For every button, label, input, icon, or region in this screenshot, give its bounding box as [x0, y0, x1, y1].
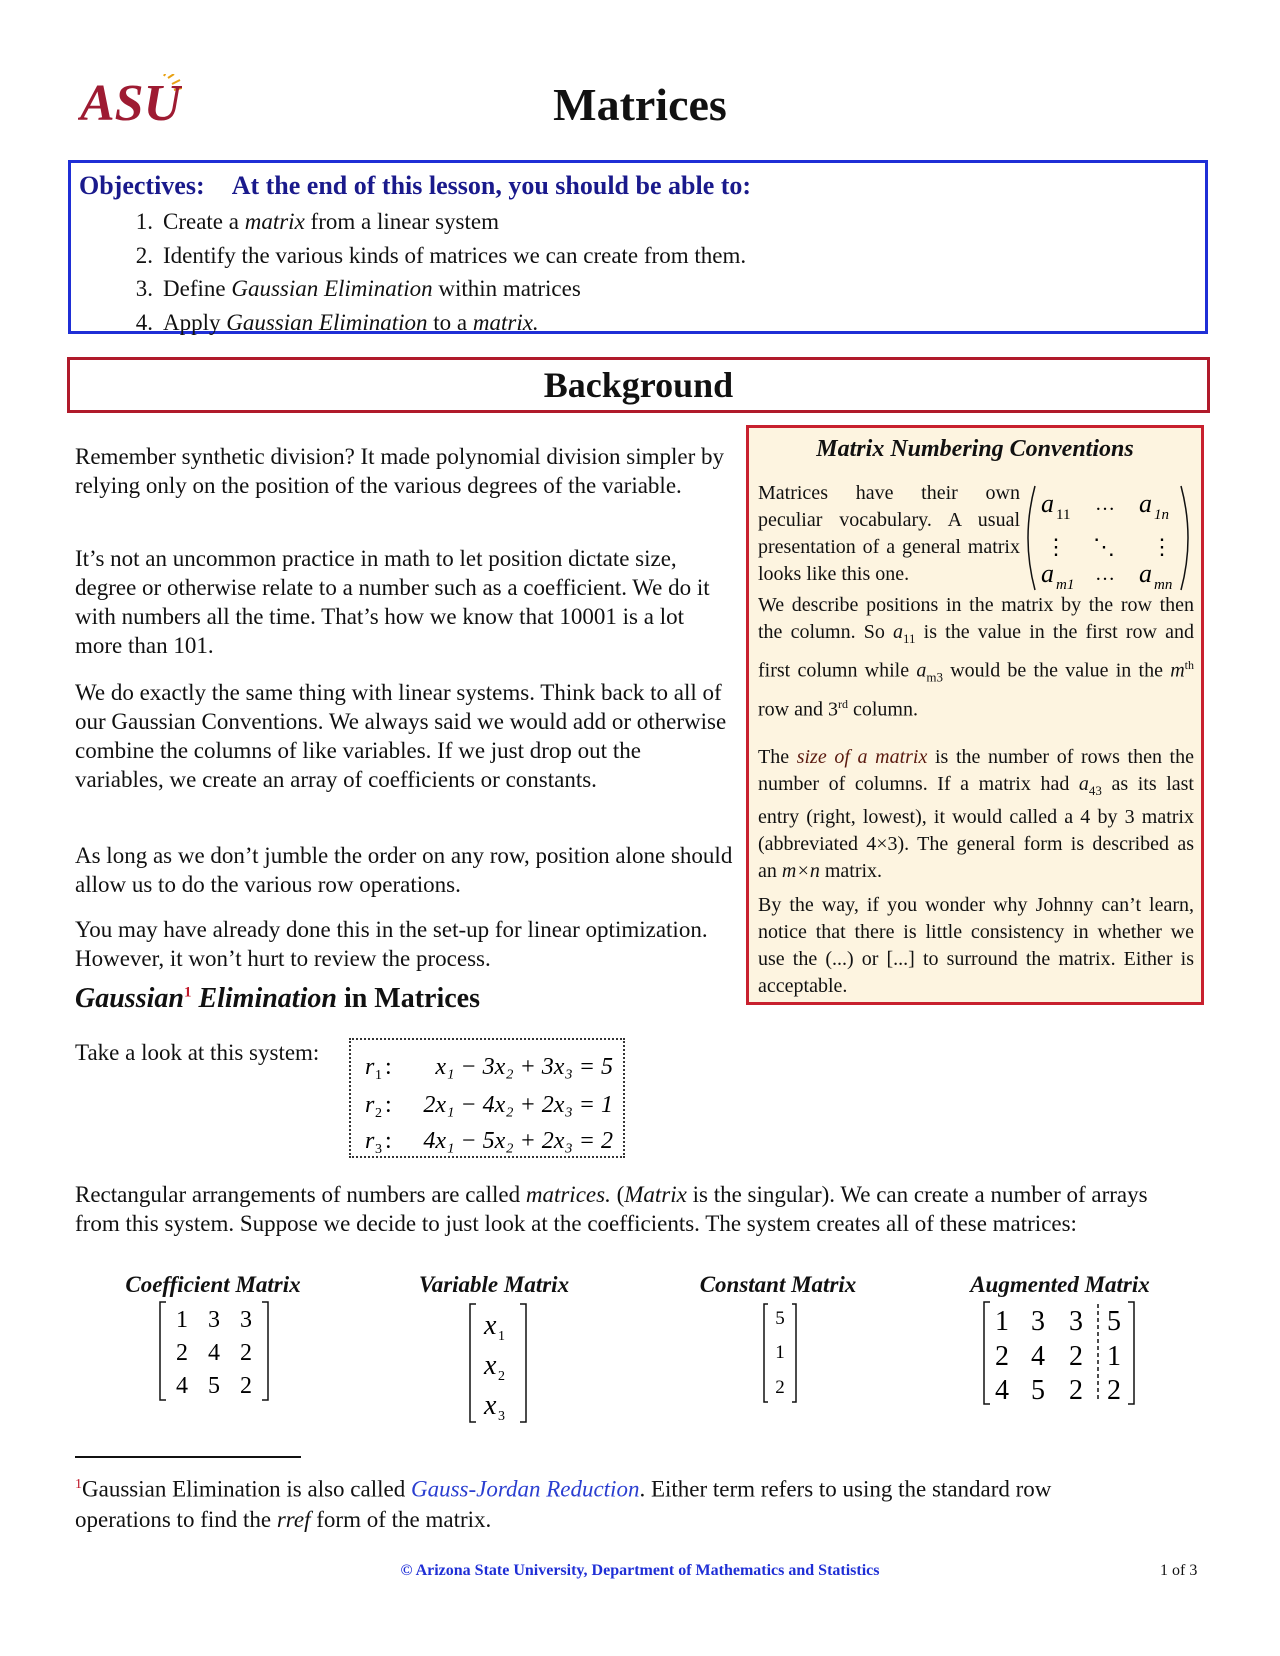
svg-text:r: r	[365, 1092, 375, 1118]
background-paragraph: It’s not an uncommon practice in math to let position dictate size, degree or otherwise relate to a number such as a coefficient. We do it with numbers all the time. That’s how we know that 10001 is a lot more than 101.	[75, 546, 710, 658]
svg-text:m1: m1	[1056, 577, 1075, 593]
linear-system	[351, 1040, 623, 1156]
objective-item: 4. Apply Gaussian Elimination to a matrix.	[135, 309, 539, 335]
svg-text:1: 1	[995, 1306, 1009, 1337]
svg-text:3: 3	[498, 1409, 505, 1424]
svg-text:⋱: ⋱	[1093, 534, 1115, 559]
sidebar-intro: Matrices have their own peculiar vocabulary. A usual presentation of a general matrix looks like this one.	[758, 482, 1020, 585]
constant-matrix-label: Constant Matrix	[699, 1272, 857, 1297]
augmented-matrix	[982, 1300, 1138, 1408]
svg-text:2: 2	[375, 1106, 382, 1121]
rectangular-paragraph: Rectangular arrangements of numbers are called matrices. (Matrix is the singular). We can create a number of arrays from this system. Suppose we decide to just look at the coefficients. The system creates all of these matrices:	[75, 1182, 1148, 1236]
objective-item: 3. Define Gaussian Elimination within matrices	[135, 276, 581, 301]
svg-text:1: 1	[176, 1307, 188, 1333]
augmented-matrix-label: Augmented Matrix	[970, 1272, 1150, 1297]
svg-text:3: 3	[1031, 1306, 1045, 1337]
svg-text:4: 4	[1031, 1341, 1045, 1372]
svg-text:2: 2	[995, 1341, 1009, 1372]
svg-text:1n: 1n	[1154, 507, 1169, 523]
svg-text:2: 2	[1107, 1375, 1121, 1406]
svg-text:3: 3	[240, 1307, 252, 1333]
svg-text::: :	[385, 1128, 392, 1154]
svg-text:4: 4	[208, 1340, 220, 1366]
system-intro: Take a look at this system:	[75, 1040, 320, 1065]
system-row-2: 2x₁ − 4x₂ + 2x₃ = 1	[423, 1092, 613, 1118]
coefficient-matrix	[158, 1300, 270, 1404]
sidebar-size-paragraph: The size of a matrix is the number of rows then the number of columns. If a matrix had $a_{43}$ as its last entry (right, lowest), it would called a 4 by 3 matrix (abbreviated 4×3). The general form is described as an m×n matrix.	[758, 746, 1194, 882]
svg-text:a: a	[1041, 489, 1054, 518]
objective-item: 1. Create a matrix from a linear system	[135, 209, 499, 234]
objectives-label: Objectives:	[79, 171, 205, 200]
svg-text:5: 5	[775, 1308, 785, 1329]
svg-text:2: 2	[176, 1340, 188, 1366]
coefficient-matrix-label: Coefficient Matrix	[125, 1272, 301, 1297]
svg-text:4: 4	[995, 1375, 1009, 1406]
svg-text:1: 1	[498, 1329, 505, 1344]
background-paragraph: Remember synthetic division? It made polynomial division simpler by relying only on the position of the various degrees of the variable.	[75, 444, 725, 498]
system-row-1: x₁ − 3x₂ + 3x₃ = 5	[435, 1054, 613, 1080]
svg-text:2: 2	[240, 1373, 252, 1399]
svg-text:1: 1	[775, 1342, 785, 1363]
sidebar-positions-paragraph: We describe positions in the matrix by the row then the column. So $a_{11}$ is the value in the first row and first column while $a_{m3}$ would be the value in the $m^{th}$ row and 3rd column.	[758, 594, 1194, 721]
svg-text:…: …	[1095, 563, 1115, 585]
constant-matrix	[762, 1302, 798, 1404]
background-paragraph: We do exactly the same thing with linear systems. Think back to all of our Gaussian Conventions. We always said we would add or otherwise combine the columns of like variables. If we just drop out the variables, we create an array of coefficients or constants.	[75, 680, 727, 792]
svg-text:5: 5	[1031, 1375, 1045, 1406]
variable-matrix	[468, 1302, 528, 1424]
svg-text:x: x	[484, 1390, 497, 1421]
svg-text:r: r	[365, 1128, 375, 1154]
svg-text::: :	[385, 1054, 392, 1080]
objectives-box	[68, 160, 1208, 334]
svg-text:5: 5	[1107, 1306, 1121, 1337]
svg-text:2: 2	[498, 1369, 505, 1384]
objectives-lead: At the end of this lesson, you should be able to:	[231, 171, 752, 200]
svg-text:11: 11	[1056, 507, 1071, 523]
objectives-list	[115, 205, 746, 339]
svg-text:5: 5	[208, 1373, 220, 1399]
footnote-divider	[75, 1456, 301, 1458]
svg-text:x: x	[484, 1350, 497, 1381]
svg-text:⋮: ⋮	[1151, 534, 1173, 559]
sidebar-title: Matrix Numbering Conventions	[816, 436, 1134, 462]
linear-system-box	[349, 1038, 625, 1158]
svg-text:2: 2	[1069, 1341, 1083, 1372]
background-paragraph: You may have already done this in the set-up for linear optimization. However, it won’t hurt to review the process.	[75, 917, 708, 971]
objectives-heading	[79, 171, 751, 201]
system-row-3: 4x₁ − 5x₂ + 2x₃ = 2	[423, 1128, 613, 1154]
matrix-conventions-sidebar	[746, 425, 1204, 1005]
variable-matrix-label: Variable Matrix	[418, 1272, 570, 1297]
svg-text:1: 1	[1107, 1341, 1121, 1372]
copyright-footer: © Arizona State University, Department of Mathematics and Statistics	[400, 1562, 880, 1579]
background-heading: Background	[67, 357, 1210, 413]
svg-text:a: a	[1139, 489, 1152, 518]
svg-text:x: x	[484, 1310, 497, 1341]
gaussian-heading: Gaussian$^1$ Elimination in Matrices	[75, 983, 480, 1014]
background-paragraph: As long as we don’t jumble the order on any row, position alone should allow us to do the various row operations.	[75, 843, 733, 897]
logo-text: ASU	[80, 75, 182, 126]
svg-text:r: r	[365, 1054, 375, 1080]
svg-text:…: …	[1095, 493, 1115, 515]
objective-item: 2. Identify the various kinds of matrices we can create from them.	[135, 242, 747, 268]
svg-text:2: 2	[1069, 1375, 1083, 1406]
svg-text:4: 4	[176, 1373, 188, 1399]
svg-text:⋮: ⋮	[1045, 534, 1067, 559]
svg-text:3: 3	[1069, 1306, 1083, 1337]
sidebar-johnny-paragraph: By the way, if you wonder why Johnny can’t learn, notice that there is little consistency in whether we use the (...) or [...] to surround the matrix. Either is acceptable.	[758, 894, 1194, 997]
svg-text:mn: mn	[1154, 577, 1173, 593]
page-title: Matrices	[553, 79, 727, 130]
svg-text:a: a	[1041, 559, 1054, 588]
svg-text:2: 2	[775, 1377, 785, 1398]
svg-text:3: 3	[375, 1142, 382, 1156]
svg-text:a: a	[1139, 559, 1152, 588]
general-matrix	[1021, 482, 1195, 594]
page-number: 1 of 3	[1160, 1562, 1198, 1579]
svg-text:2: 2	[240, 1340, 252, 1366]
svg-text:3: 3	[208, 1307, 220, 1333]
svg-text::: :	[385, 1092, 392, 1118]
footnote: $^1$Gaussian Elimination is also called Gauss-Jordan Reduction. Either term refers to using the standard row operations to find the rref form of the matrix.	[75, 1476, 1052, 1532]
gauss-jordan-link[interactable]: Gauss-Jordan Reduction	[410, 1476, 640, 1502]
svg-text:1: 1	[375, 1068, 382, 1083]
